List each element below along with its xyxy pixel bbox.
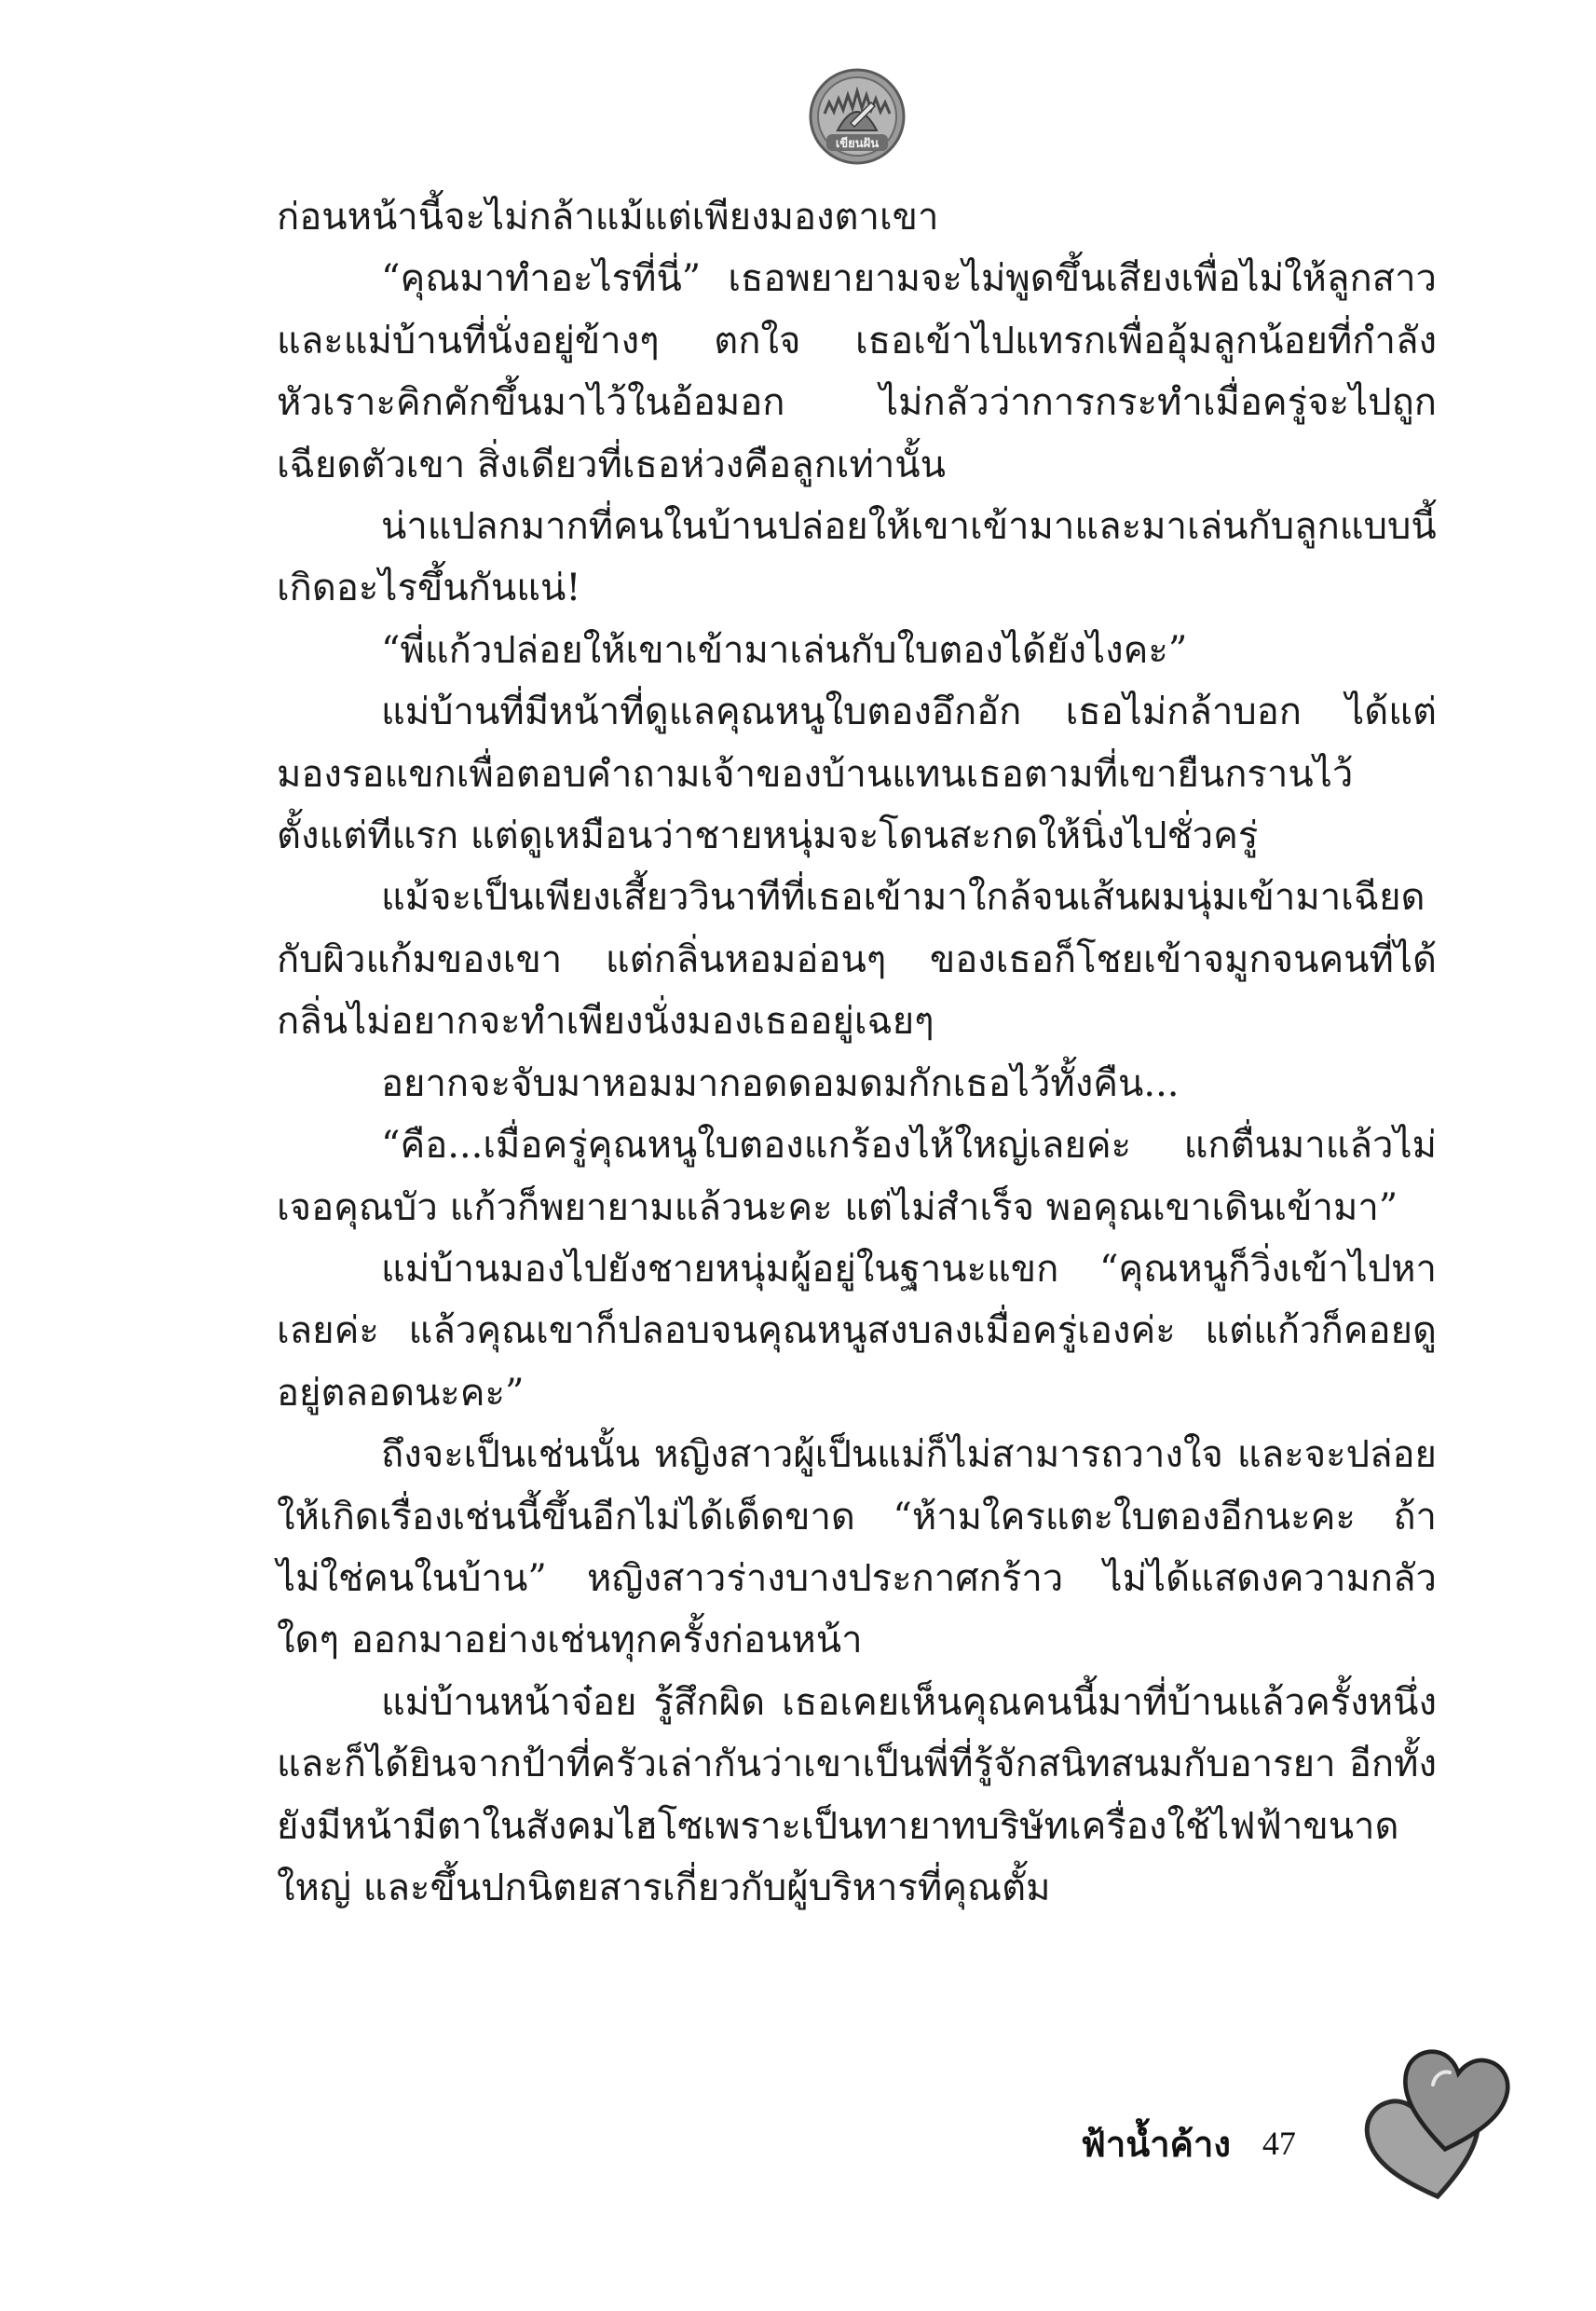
paragraph: แม่บ้านมองไปยังชายหนุ่มผู้อยู่ในฐานะแขก “คุณหนูก็วิ่งเข้าไปหาเลยค่ะ แล้วคุณเขาก็ปลอบจนคุณหนูสงบลงเมื่อครู่เองค่ะ แต่แก้วก็คอยดูอยู่ตลอดนะคะ” [277, 1247, 1437, 1415]
paragraph: “คุณมาทำอะไรที่นี่” เธอพยายามจะไม่พูดขึ้นเสียงเพื่อไม่ให้ลูกสาวและแม่บ้านที่นั่งอยู่ข้างๆ ตกใจ เธอเข้าไปแทรกเพื่ออุ้มลูกน้อยที่กำลังหัวเราะคิกคักขึ้นมาไว้ในอ้อมอก ไม่กลัวว่าการกระทำเมื่อครู่จะไปถูกเฉียดตัวเขา สิ่งเดียวที่เธอห่วงคือลูกเท่านั้น [277, 257, 1437, 486]
seal-logo-icon [806, 65, 908, 168]
paragraph: แม่บ้านหน้าจ๋อย รู้สึกผิด เธอเคยเห็นคุณคนนี้มาที่บ้านแล้วครั้งหนึ่ง และก็ได้ยินจากป้าที่ครัวเล่ากันว่าเขาเป็นพี่ที่รู้จักสนิทสนมกับอารยา อีกทั้งยังมีหน้ามีตาในสังคมไฮโซเพราะเป็นทายาทบริษัทเครื่องใช้ไฟฟ้าขนาดใหญ่ และขึ้นปกนิตยสารเกี่ยวกับผู้บริหารที่คุณตั้ม [277, 1680, 1437, 1909]
paragraph: ถึงจะเป็นเช่นนั้น หญิงสาวผู้เป็นแม่ก็ไม่สามารถวางใจ และจะปล่อยให้เกิดเรื่องเช่นนี้ขึ้นอีกไม่ได้เด็ดขาด “ห้ามใครแตะใบตองอีกนะคะ ถ้าไม่ใช่คนในบ้าน” หญิงสาวร่างบางประกาศกร้าว ไม่ได้แสดงความกลัวใดๆ ออกมาอย่างเช่นทุกครั้งก่อนหน้า [277, 1433, 1437, 1662]
hearts-icon [1351, 2036, 1523, 2208]
logo-text: เขียนฝัน [835, 137, 880, 151]
page-number: 47 [1262, 2125, 1296, 2162]
page-footer [1081, 2115, 1296, 2171]
book-title: ฟ้าน้ำค้าง [1081, 2123, 1231, 2165]
paragraph: แม่บ้านที่มีหน้าที่ดูแลคุณหนูใบตองอึกอัก เธอไม่กล้าบอก ได้แต่มองรอแขกเพื่อตอบคำถามเจ้าของบ้านแทนเธอตามที่เขายืนกรานไว้ตั้งแต่ทีแรก แต่ดูเหมือนว่าชายหนุ่มจะโดนสะกดให้นิ่งไปชั่วครู่ [277, 691, 1437, 858]
paragraph: ก่อนหน้านี้จะไม่กล้าแม้แต่เพียงมองตาเขา [277, 196, 939, 239]
paragraph: “พี่แก้วปล่อยให้เขาเข้ามาเล่นกับใบตองได้ยังไงคะ” [381, 628, 1188, 672]
paragraph: น่าแปลกมากที่คนในบ้านปล่อยให้เขาเข้ามาและมาเล่นกับลูกแบบนี้ เกิดอะไรขึ้นกันแน่! [277, 505, 1437, 610]
paragraph: แม้จะเป็นเพียงเสี้ยววินาทีที่เธอเข้ามาใกล้จนเส้นผมนุ่มเข้ามาเฉียดกับผิวแก้มของเขา แต่กลิ่นหอมอ่อนๆ ของเธอก็โชยเข้าจมูกจนคนที่ได้กลิ่นไม่อยากจะทำเพียงนั่งมองเธออยู่เฉยๆ [277, 876, 1437, 1044]
body-text [277, 186, 1437, 1919]
paragraph: อยากจะจับมาหอมมากอดดอมดมกักเธอไว้ทั้งคืน... [381, 1061, 1180, 1105]
paragraph: “คือ...เมื่อครู่คุณหนูใบตองแกร้องไห้ใหญ่เลยค่ะ แกตื่นมาแล้วไม่เจอคุณบัว แก้วก็พยายามแล้วนะคะ แต่ไม่สำเร็จ พอคุณเขาเดินเข้ามา” [277, 1124, 1437, 1229]
